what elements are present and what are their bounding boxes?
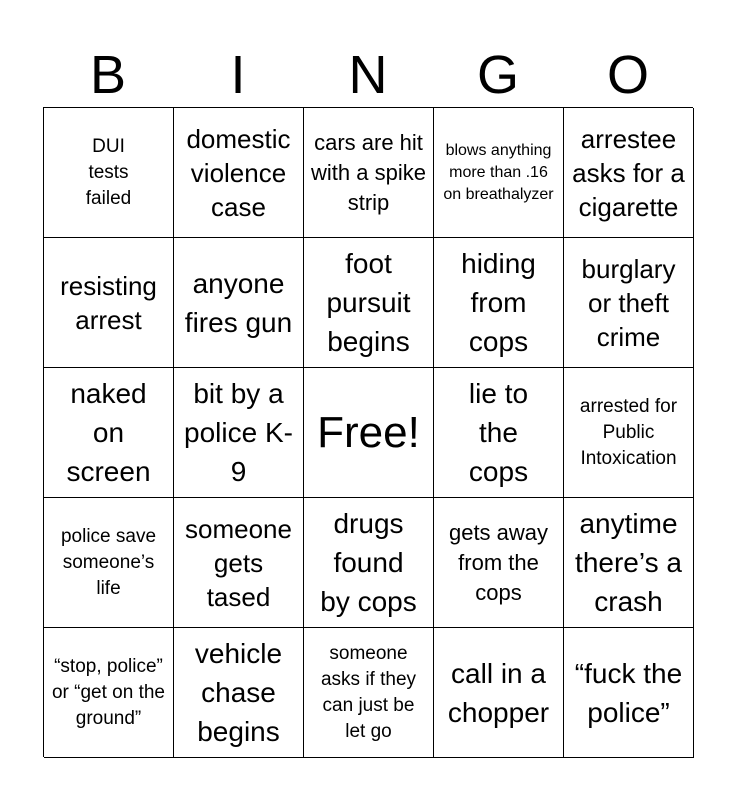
bingo-cell[interactable]: [304, 628, 434, 758]
bingo-cell[interactable]: [434, 108, 564, 238]
cell-text: someone gets tased: [185, 513, 292, 612]
bingo-cell[interactable]: [434, 628, 564, 758]
bingo-cell[interactable]: [174, 368, 304, 498]
cell-text: burglary or theft crime: [581, 253, 676, 352]
bingo-cell[interactable]: [564, 498, 694, 628]
cell-text: foot pursuit begins: [326, 248, 411, 357]
bingo-cell[interactable]: [434, 498, 564, 628]
cell-text: hiding from cops: [461, 248, 536, 357]
bingo-cell[interactable]: [174, 108, 304, 238]
header-letter-o: O: [606, 45, 649, 105]
cell-text: “fuck the police”: [574, 657, 683, 728]
cell-text: blows anything more than .16 on breathalyzer: [443, 141, 554, 203]
bingo-cell[interactable]: [564, 108, 694, 238]
cell-text: naked on screen: [66, 378, 151, 487]
header-letter-b: B: [89, 45, 127, 105]
bingo-cell[interactable]: [434, 238, 564, 368]
bingo-cell[interactable]: [304, 498, 434, 628]
cell-text: call in a chopper: [447, 657, 550, 728]
bingo-cell[interactable]: [304, 238, 434, 368]
bingo-cell[interactable]: [304, 108, 434, 238]
bingo-header: [43, 44, 693, 106]
cell-text: bit by a police K-9: [184, 378, 293, 487]
free-space-text: Free!: [317, 407, 420, 457]
cell-text: domestic violence case: [186, 123, 291, 222]
cell-text: arrestee asks for a cigarette: [572, 123, 685, 222]
bingo-cell[interactable]: [174, 498, 304, 628]
cell-text: “stop, police” or “get on the ground”: [51, 655, 166, 729]
cell-text: anytime there’s a crash: [575, 508, 682, 617]
header-letter-n: N: [348, 45, 388, 105]
bingo-cell[interactable]: [44, 238, 174, 368]
cell-text: police save someone’s life: [60, 525, 157, 599]
cell-text: someone asks if they can just be let go: [320, 642, 417, 742]
cell-text: resisting arrest: [60, 270, 157, 335]
bingo-cell[interactable]: [174, 238, 304, 368]
cell-text: cars are hit with a spike strip: [311, 129, 426, 215]
bingo-cell[interactable]: [44, 498, 174, 628]
bingo-cell[interactable]: [174, 628, 304, 758]
cell-text: vehicle chase begins: [194, 638, 283, 747]
header-letter-i: I: [230, 45, 246, 105]
bingo-cell[interactable]: [44, 108, 174, 238]
bingo-cell-free[interactable]: [304, 368, 434, 498]
cell-text: anyone fires gun: [184, 267, 293, 338]
bingo-cell[interactable]: [434, 368, 564, 498]
bingo-cell[interactable]: [44, 368, 174, 498]
bingo-cell[interactable]: [564, 238, 694, 368]
bingo-board: [43, 107, 693, 757]
cell-text: drugs found by cops: [320, 508, 417, 617]
header-letter-g: G: [476, 45, 519, 105]
bingo-cell[interactable]: [44, 628, 174, 758]
bingo-cell[interactable]: [564, 368, 694, 498]
cell-text: DUI tests failed: [85, 135, 132, 209]
cell-text: lie to the cops: [468, 378, 529, 487]
cell-text: gets away from the cops: [448, 519, 549, 605]
cell-text: arrested for Public Intoxication: [579, 395, 678, 469]
bingo-cell[interactable]: [564, 628, 694, 758]
